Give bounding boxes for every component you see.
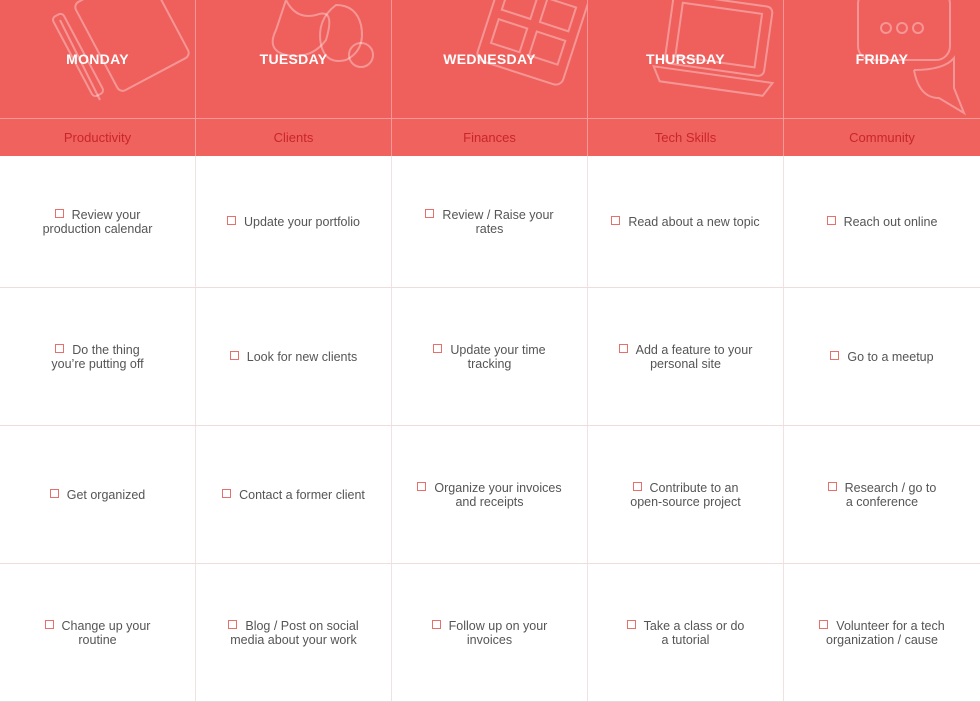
task-label: Change up your routine bbox=[61, 618, 151, 647]
checkbox[interactable] bbox=[227, 216, 236, 225]
task-label: Volunteer for a tech organization / cause bbox=[826, 618, 945, 647]
task-label: Review your production calendar bbox=[42, 207, 153, 236]
checkbox[interactable] bbox=[45, 620, 54, 629]
task-label: Research / go to a conference bbox=[844, 480, 937, 509]
checkbox[interactable] bbox=[228, 620, 237, 629]
task-label: Reach out online bbox=[843, 214, 938, 229]
task-cell[interactable] bbox=[196, 426, 392, 563]
category-clients: Clients bbox=[196, 119, 392, 156]
day-name: WEDNESDAY bbox=[443, 51, 536, 67]
checkbox[interactable] bbox=[55, 209, 64, 218]
task-label: Review / Raise your rates bbox=[442, 207, 554, 236]
task-cell[interactable] bbox=[784, 564, 980, 701]
task-cell[interactable] bbox=[588, 426, 784, 563]
day-name: TUESDAY bbox=[259, 51, 328, 67]
task-cell[interactable] bbox=[588, 288, 784, 425]
task-label: Take a class or do a tutorial bbox=[643, 618, 745, 647]
checkbox[interactable] bbox=[627, 620, 636, 629]
task-row bbox=[0, 564, 980, 702]
task-label: Look for new clients bbox=[246, 349, 358, 364]
task-label: Go to a meetup bbox=[847, 349, 934, 364]
task-cell[interactable] bbox=[0, 426, 196, 563]
task-row bbox=[0, 156, 980, 288]
checkbox[interactable] bbox=[619, 344, 628, 353]
task-cell[interactable] bbox=[784, 156, 980, 287]
task-row bbox=[0, 426, 980, 564]
checkbox[interactable] bbox=[828, 482, 837, 491]
checkbox[interactable] bbox=[819, 620, 828, 629]
category-tech-skills: Tech Skills bbox=[588, 119, 784, 156]
checkbox[interactable] bbox=[230, 351, 239, 360]
task-cell[interactable] bbox=[196, 564, 392, 701]
category-community: Community bbox=[849, 130, 915, 145]
day-header-row bbox=[0, 0, 980, 118]
task-label: Organize your invoices and receipts bbox=[434, 480, 562, 509]
task-grid bbox=[0, 156, 980, 702]
day-name: MONDAY bbox=[66, 51, 129, 67]
task-cell[interactable] bbox=[392, 564, 588, 701]
task-cell[interactable] bbox=[0, 156, 196, 287]
day-header-tuesday bbox=[196, 0, 392, 118]
day-header-wednesday bbox=[392, 0, 588, 118]
task-label: Read about a new topic bbox=[628, 214, 760, 229]
task-row bbox=[0, 288, 980, 426]
category-finances: Finances bbox=[392, 119, 588, 156]
task-cell[interactable] bbox=[588, 564, 784, 701]
task-label: Update your portfolio bbox=[243, 214, 361, 229]
checkbox[interactable] bbox=[827, 216, 836, 225]
task-label: Add a feature to your personal site bbox=[635, 342, 753, 371]
task-cell[interactable] bbox=[392, 156, 588, 287]
checkbox[interactable] bbox=[433, 344, 442, 353]
task-cell[interactable] bbox=[196, 156, 392, 287]
day-name: FRIDAY bbox=[855, 51, 909, 67]
task-cell[interactable] bbox=[588, 156, 784, 287]
task-cell[interactable] bbox=[196, 288, 392, 425]
checkbox[interactable] bbox=[432, 620, 441, 629]
task-cell[interactable] bbox=[0, 564, 196, 701]
task-cell[interactable] bbox=[784, 426, 980, 563]
checkbox[interactable] bbox=[417, 482, 426, 491]
checkbox[interactable] bbox=[222, 489, 231, 498]
task-label: Contact a former client bbox=[239, 487, 365, 502]
category-productivity: Productivity bbox=[0, 119, 196, 156]
task-label: Contribute to an open-source project bbox=[630, 480, 741, 509]
task-cell[interactable] bbox=[392, 426, 588, 563]
checkbox[interactable] bbox=[830, 351, 839, 360]
task-label: Blog / Post on social media about your work bbox=[230, 618, 359, 647]
category-row bbox=[0, 118, 980, 156]
checkbox[interactable] bbox=[55, 344, 64, 353]
day-header-thursday bbox=[588, 0, 784, 118]
day-header-monday bbox=[0, 0, 196, 118]
task-label: Do the thing you’re putting off bbox=[51, 342, 144, 371]
task-cell[interactable] bbox=[392, 288, 588, 425]
task-label: Update your time tracking bbox=[450, 342, 546, 371]
task-label: Follow up on your invoices bbox=[448, 618, 548, 647]
day-name: THURSDAY bbox=[646, 51, 725, 67]
task-label: Get organized bbox=[66, 487, 146, 502]
checkbox[interactable] bbox=[633, 482, 642, 491]
day-header-friday bbox=[784, 0, 980, 118]
task-cell[interactable] bbox=[0, 288, 196, 425]
task-cell[interactable] bbox=[784, 288, 980, 425]
checkbox[interactable] bbox=[611, 216, 620, 225]
checkbox[interactable] bbox=[50, 489, 59, 498]
checkbox[interactable] bbox=[425, 209, 434, 218]
